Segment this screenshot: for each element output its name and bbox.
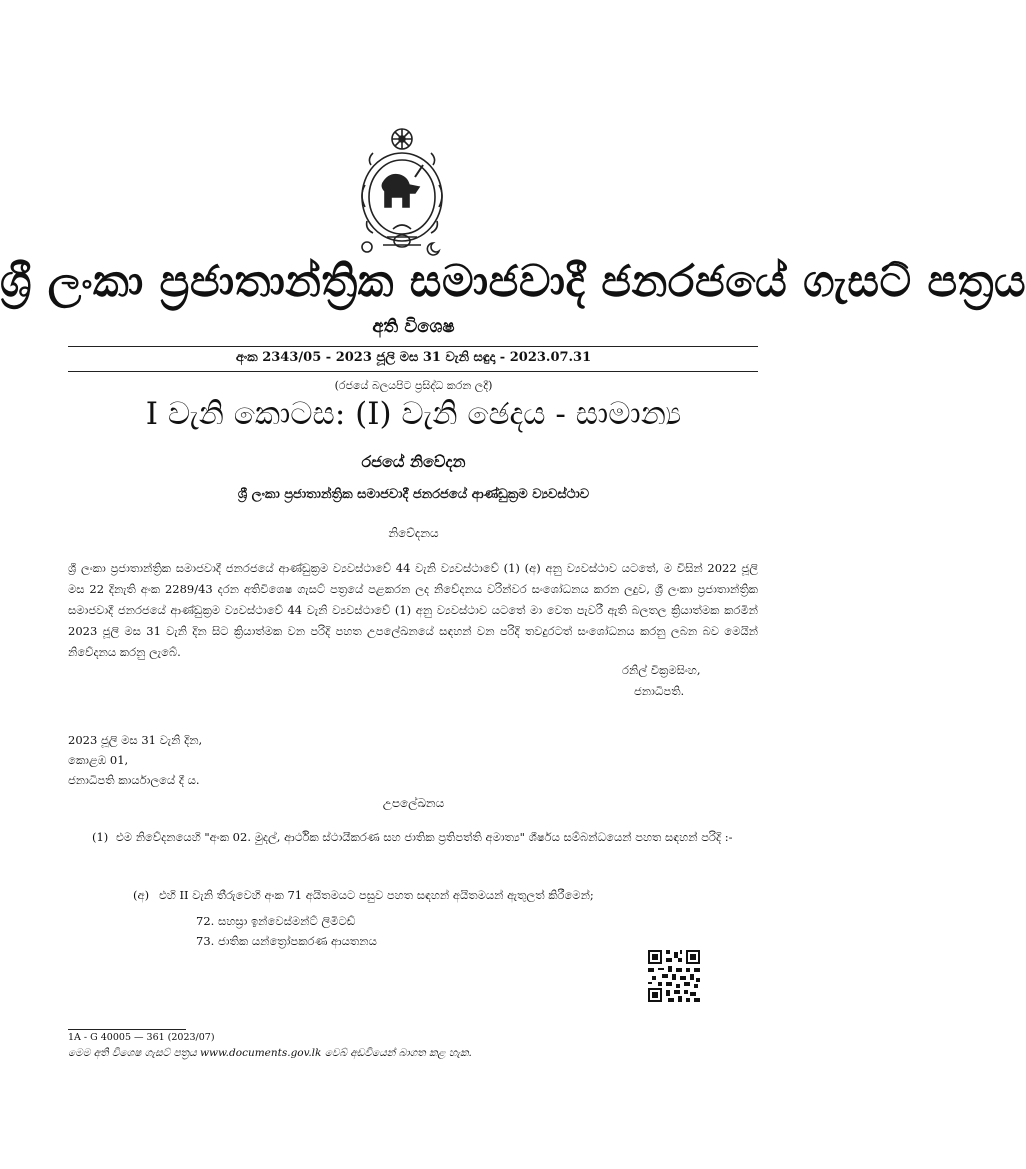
extraordinary-label: අති විශෙෂ [372, 316, 455, 337]
schedule-subitem-text: එහි II වැනි තීරුවෙහි අංක 71 අයිතමයට පසුව පහත සඳහන් අයිතමයන් ඇතුලත් කිරීමෙන්; [159, 888, 594, 902]
part-heading: I වැනි කොටස: (I) වැනි ඡෙදය - සාමාන්‍ය [145, 396, 682, 432]
date-place-block [68, 730, 202, 790]
notice-title: නිවේදනය [388, 526, 439, 540]
signature-block [600, 660, 740, 702]
qr-code-icon [648, 950, 700, 1002]
issue-office: ජනාධිපති කාර්යාලයේ දී ය. [68, 773, 200, 787]
list-item: 73. ජාතික යන්ත්‍රෝපකරණ ආයතනය [196, 934, 377, 948]
issue-date: 2023 ජූලි මස 31 වැනි දින, [68, 733, 203, 747]
schedule-item-text: එම නිවේදනයෙහි "අංක 02. මුදල්, ආර්ථික ස්ථායීකරණ සහ ජාතික ප්‍රතිපත්ති අමාත්‍ය" ශීර්ෂය සම්බන්ධයෙන් පහත සඳහන් පරිදි :- [116, 830, 733, 844]
section-heading: රජයේ නිවේදන [361, 452, 466, 471]
signatory-title: ජනාධිපති. [634, 684, 685, 698]
issue-line: අංක 2343/05 - 2023 ජූලි මස 31 වැනි සඳුදා - 2023.07.31 [235, 350, 592, 365]
signatory-name: රනිල් වික්‍රමසිංහ, [622, 663, 701, 677]
schedule-subitem-number: (අ) [133, 888, 150, 902]
schedule-item-number: (1) [92, 830, 109, 844]
published-by-authority: (රජයේ බලයපිට ප්‍රසිද්ධ කරන ලදී) [334, 379, 493, 392]
notice-body: ශ්‍රී ලංකා ප්‍රජාතාන්ත්‍රික සමාජවාදී ජනරජයේ ආණ්ඩුක්‍රම ව්‍යවස්ථාවේ 44 වැනි ව්‍යවස්ථාවේ (1) (අ) අනු ව්‍යවස්ථාව යටතේ, ම විසින් 2022 ජූලි මස 22 දිනැති අංක 2289/43 දරන අතිවිශෙෂ ගැසට් පත්‍රයේ පළකරන ලද නිවේදනය වරින්වර සංශෝධනය කරන ලදුව, ශ්‍රී ලංකා ප්‍රජාතාන්ත්‍රික සමාජවාදී ජනරජයේ ආණ්ඩුක්‍රම ව්‍යවස්ථාවේ 44 වැනි ව්‍යවස්ථාවේ (1) අනු ව්‍යවස්ථාව යටතේ මා වෙත පැවරී ඇති බලතල ක්‍රියාත්මක කරමින් 2023 ජූලි මස 31 වැනි දින සිට ක්‍රියාත්මක වන පරිදි පහත උපලේඛනයේ සඳහන් වන පරිදි තවදුරටත් සංශෝධනය කරනු ලබන බව මෙයින් නිවේදනය කරනු ලැබේ. [68, 561, 758, 659]
issue-city: කොළඹ 01, [68, 753, 129, 767]
footer-rule [68, 1029, 186, 1030]
list-item: 72. සහස්‍රා ඉන්වෙස්මන්ට් ලිමිටඩ් [196, 914, 356, 928]
schedule-title: උපලේඛනය [382, 796, 445, 810]
gazette-title: ශ්‍රී ලංකා ප්‍රජාතාන්ත්‍රික සමාජවාදී ජනරජයේ ගැසට් පත්‍රය [0, 256, 1026, 307]
print-code: 1A - G 40005 — 361 (2023/07) [68, 1032, 215, 1043]
header-bottom-rule [68, 371, 758, 372]
download-note: මෙම අති විශෙෂ ගැසට් පත්‍රය www.documents.gov.lk වෙබ් අඩවියෙන් බාගත කළ හැක. [68, 1047, 472, 1059]
institution-list [196, 911, 377, 951]
national-emblem-icon [353, 125, 451, 260]
header-top-rule [68, 346, 758, 347]
constitution-title: ශ්‍රී ලංකා ප්‍රජාතාන්ත්‍රික සමාජවාදී ජනරජයේ ආණ්ඩුක්‍රම ව්‍යවස්ථාව [237, 487, 590, 502]
